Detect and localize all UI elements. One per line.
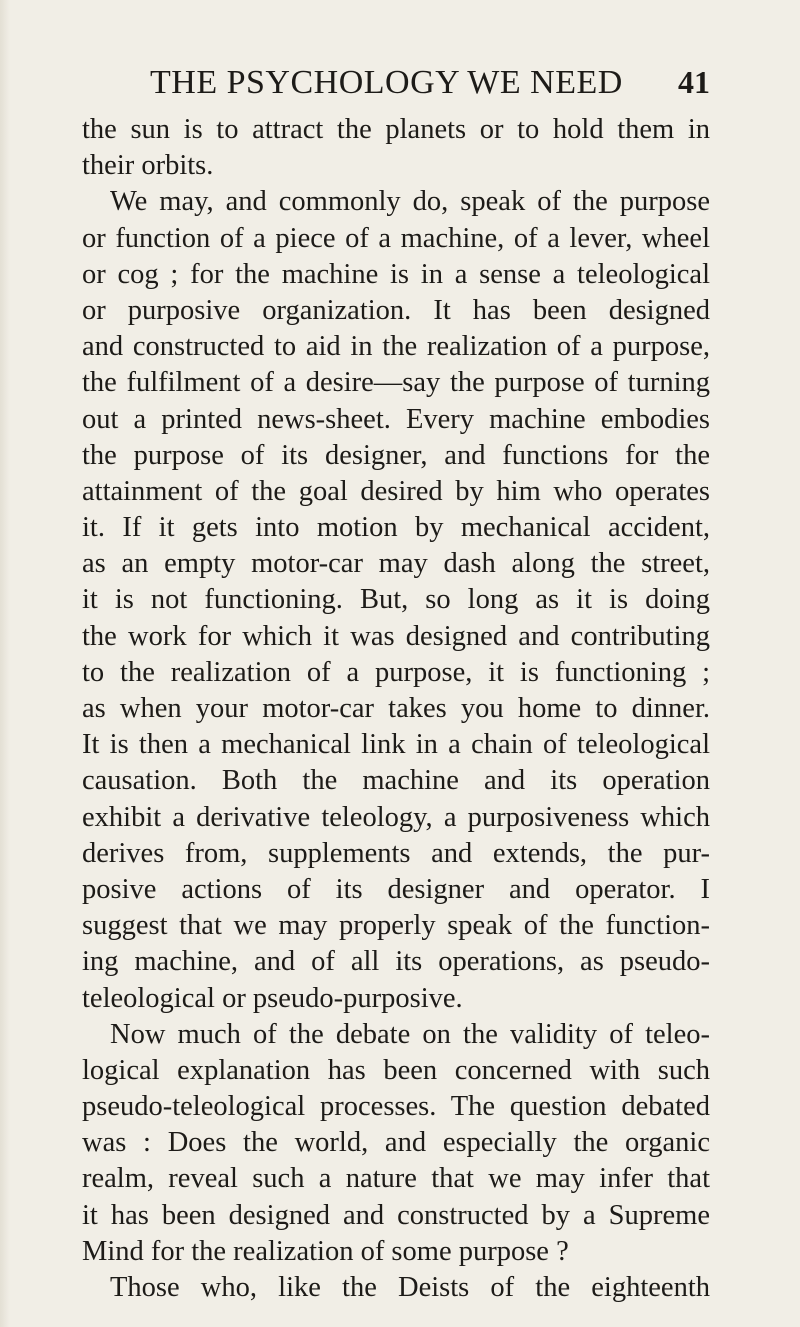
running-head: THE PSYCHOLOGY WE NEED	[150, 64, 623, 101]
text-line: causation. Both the machine and its operation	[82, 765, 710, 797]
text-line: teleological or pseudo-purposive.	[82, 982, 463, 1014]
text-line: Now much of the debate on the validity of teleo-	[110, 1018, 710, 1050]
text-line: It is then a mechanical link in a chain of teleological	[82, 729, 710, 761]
text-line: realm, reveal such a nature that we may infer that	[82, 1163, 710, 1195]
text-line: their orbits.	[82, 150, 214, 182]
text-line: attainment of the goal desired by him who operates	[82, 475, 710, 507]
text-line: the sun is to attract the planets or to hold them in	[82, 114, 710, 145]
text-line: or cog ; for the machine is in a sense a teleological	[82, 258, 710, 290]
text-line: the purpose of its designer, and functions for the	[82, 439, 710, 471]
text-line: Mind for the realization of some purpose ?	[82, 1235, 569, 1267]
text-line: out a printed news-sheet. Every machine embodies	[82, 403, 710, 435]
text-line: to the realization of a purpose, it is functioning ;	[82, 656, 710, 688]
page-edge	[0, 0, 10, 1327]
text-line: or function of a piece of a machine, of a lever, wheel	[82, 222, 710, 254]
text-line: or purposive organization. It has been designed	[82, 294, 710, 326]
text-line: posive actions of its designer and operator. I	[82, 873, 710, 905]
text-line: pseudo-teleological processes. The question debated	[82, 1091, 710, 1123]
text-line: the fulfilment of a desire—say the purpose of turning	[82, 367, 710, 399]
text-line: derives from, supplements and extends, the pur-	[82, 837, 710, 869]
text-line: logical explanation has been concerned with such	[82, 1054, 710, 1086]
text-line: We may, and commonly do, speak of the purpose	[110, 186, 710, 218]
text-line: as an empty motor-car may dash along the street,	[82, 548, 710, 580]
text-line: it. If it gets into motion by mechanical accident,	[82, 512, 710, 544]
text-line: ing machine, and of all its operations, as pseudo-	[82, 946, 710, 978]
text-line: it has been designed and constructed by a Supreme	[82, 1199, 710, 1231]
text-line: was : Does the world, and especially the organic	[82, 1127, 710, 1159]
page-number: 41	[678, 64, 710, 100]
text-line: suggest that we may properly speak of the function-	[82, 910, 710, 942]
text-line: and constructed to aid in the realization of a purpose,	[82, 331, 710, 363]
text-line: as when your motor-car takes you home to dinner.	[82, 693, 710, 724]
text-line: the work for which it was designed and contributing	[82, 620, 710, 652]
page-header	[150, 64, 710, 108]
text-line: it is not functioning. But, so long as it is doing	[82, 584, 710, 616]
text-line: Those who, like the Deists of the eighteenth	[110, 1272, 710, 1303]
body-text	[82, 112, 710, 1306]
text-line: exhibit a derivative teleology, a purposiveness which	[82, 801, 710, 833]
